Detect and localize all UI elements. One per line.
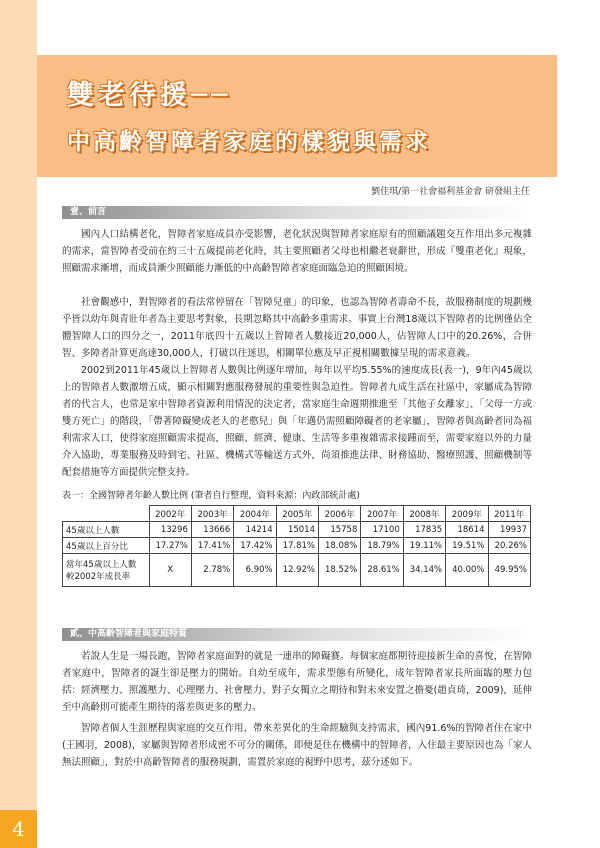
table-cell: X (149, 554, 191, 587)
table-cell: 19.51% (446, 538, 488, 554)
table-cell: 17.27% (149, 538, 191, 554)
row-label-line: 較2002年成長率 (66, 572, 131, 582)
table-header-cell: 2009年 (446, 506, 488, 522)
table-cell: 12.92% (276, 554, 318, 587)
table-cell: 17100 (361, 522, 403, 538)
paragraph: 2002到2011年45歲以上智障者人數與比例逐年增加，每年以平均5.55%的速度成長(表一)，9年內45歲以上的智障者人數激增五成，顯示相關對應服務發展的重要性與急迫性。智障者九成生活在社區中，家屬成為智障者的代言人，也常是家中智障者資源利用情況的決定者，當家庭生命週期推進至「其他子女離家」、「父母一方或雙方死亡」的階段，「帶著障礙變成老人的老憨兒」與「年邁仍需照顧障礙者的老家屬」，智障者與高齡者同為福利需求人口，使得家庭照顧需求提高，照顧、經濟、健康、生活等多重複雜需求接踵而至，需要家庭以外的力量介入協助，專業服務及時到宅、社區、機構式等輸送方式外，尚須推進法律、財務協助、醫療照護、照顧機制等配套措施等方面提供完整支持。 (62, 365, 532, 478)
section-heading-text: 貳、中高齡智障者與家庭特質 (70, 629, 188, 639)
data-table (62, 505, 531, 587)
table-header-cell: 2011年 (488, 506, 531, 522)
table-cell: 40.00% (446, 554, 488, 587)
table-cell: 28.61% (361, 554, 403, 587)
article-subtitle: 中高齡智障者家庭的樣貌與需求 (67, 129, 431, 155)
paragraph: 智障者個人生涯歷程與家庭的交互作用，帶來差異化的生命經驗與支持需求，國內91.6%的智障者住在家中(王國羽，2008)，家屬與智障者形成密不可分的關係，即便是住在機構中的智障者，入住最主要原因也為「家人無法照顧」，對於中高齡智障者的服務規劃，需置於家庭的視野中思考，茲分述如下。 (62, 723, 532, 768)
table-cell: 13296 (149, 522, 191, 538)
table-cell: 18.08% (319, 538, 361, 554)
left-margin-stripe (0, 0, 37, 848)
table-row (63, 522, 531, 538)
table-cell: 6.90% (234, 554, 276, 587)
table-cell: 17835 (403, 522, 445, 538)
paragraph: 社會觀感中，對智障者的看法常停留在「智障兒童」的印象，也認為智障者壽命不長，故服務制度的規劃幾乎皆以幼年與青壯年者為主要思考對象，長期忽略其中高齡多重需求。事實上台灣18歲以下智障者的比例僅佔全體智障人口的四分之一，2011年底四十五歲以上智障者人數接近20,000人，佔智障人口中的20.26%，合併智、多障者計算更高達30,000人，打破以往迷思，相關單位應及早正視相關數據呈現的需求意義。 (62, 297, 532, 359)
section-heading-text: 壹、前言 (70, 207, 107, 217)
table-cell: 14214 (234, 522, 276, 538)
table-cell: 15014 (276, 522, 318, 538)
table-cell: 49.95% (488, 554, 531, 587)
table-header-cell: 2005年 (276, 506, 318, 522)
section-heading-characteristics (62, 628, 532, 641)
page-number: 4 (0, 810, 37, 848)
table-header-cell: 2007年 (361, 506, 403, 522)
table-header-cell: 2003年 (191, 506, 233, 522)
table-cell: 2.78% (191, 554, 233, 587)
author-byline: 劉佳琪/第一社會福利基金會 研發組主任 (371, 187, 530, 197)
table-header-cell: 2008年 (403, 506, 445, 522)
table-row (63, 538, 531, 554)
table-cell: 13666 (191, 522, 233, 538)
table-cell: 18614 (446, 522, 488, 538)
table-header-cell: 2004年 (234, 506, 276, 522)
table-cell: 15758 (319, 522, 361, 538)
article-title: 雙老待援── (67, 80, 232, 111)
table-header-cell: 2002年 (149, 506, 191, 522)
table-cell: 34.14% (403, 554, 445, 587)
paragraph: 若說人生是一場長跑，智障者家庭面對的就是一連串的障礙賽。每個家庭都期待迎接新生命的喜悅，在智障者家庭中，智障者的誕生卻是壓力的開始。自幼至成年，需求型態有所變化，成年智障者家長所面臨的壓力包括：經濟壓力、照護壓力、心理壓力、社會壓力、對子女獨立之期待和對未來安置之擔憂(趙貞琦，2009)，延伸至中高齡則可能產生期待的落差與更多的壓力。 (62, 651, 532, 713)
table-cell: 18.79% (361, 538, 403, 554)
row-label: 45歲以上百分比 (63, 538, 150, 554)
table-cell: 17.81% (276, 538, 318, 554)
table-row (63, 554, 531, 587)
table-cell: 19937 (488, 522, 531, 538)
table-corner (63, 506, 150, 522)
table-header-row (63, 506, 531, 522)
table-cell: 17.42% (234, 538, 276, 554)
row-label (63, 554, 150, 587)
table-cell: 17.41% (191, 538, 233, 554)
table-header-cell: 2006年 (319, 506, 361, 522)
row-label: 45歲以上人數 (63, 522, 150, 538)
table-cell: 20.26% (488, 538, 531, 554)
article-header (37, 55, 557, 177)
paragraph: 國內人口結構老化，智障者家庭成員亦受影響，老化狀況與智障者家庭原有的照顧議題交互作用出多元複雜的需求，當智障者受前在約三十五歲提前老化時，其主要照顧者父母也相繼老衰辭世，形成『雙重老化』現象，照顧需求漸增，而成員漸少照顧能力漸低的中高齡智障者家庭面臨急迫的照顧困境。 (62, 229, 532, 274)
row-label-line: 當年45歲以上人數 (66, 560, 137, 570)
table-cell: 18.52% (319, 554, 361, 587)
table-cell: 19.11% (403, 538, 445, 554)
table-caption: 表一：全國智障者年齡人數比例 (筆者自行整理，資料來源：內政部統計處) (62, 491, 360, 501)
section-heading-intro (62, 206, 532, 219)
